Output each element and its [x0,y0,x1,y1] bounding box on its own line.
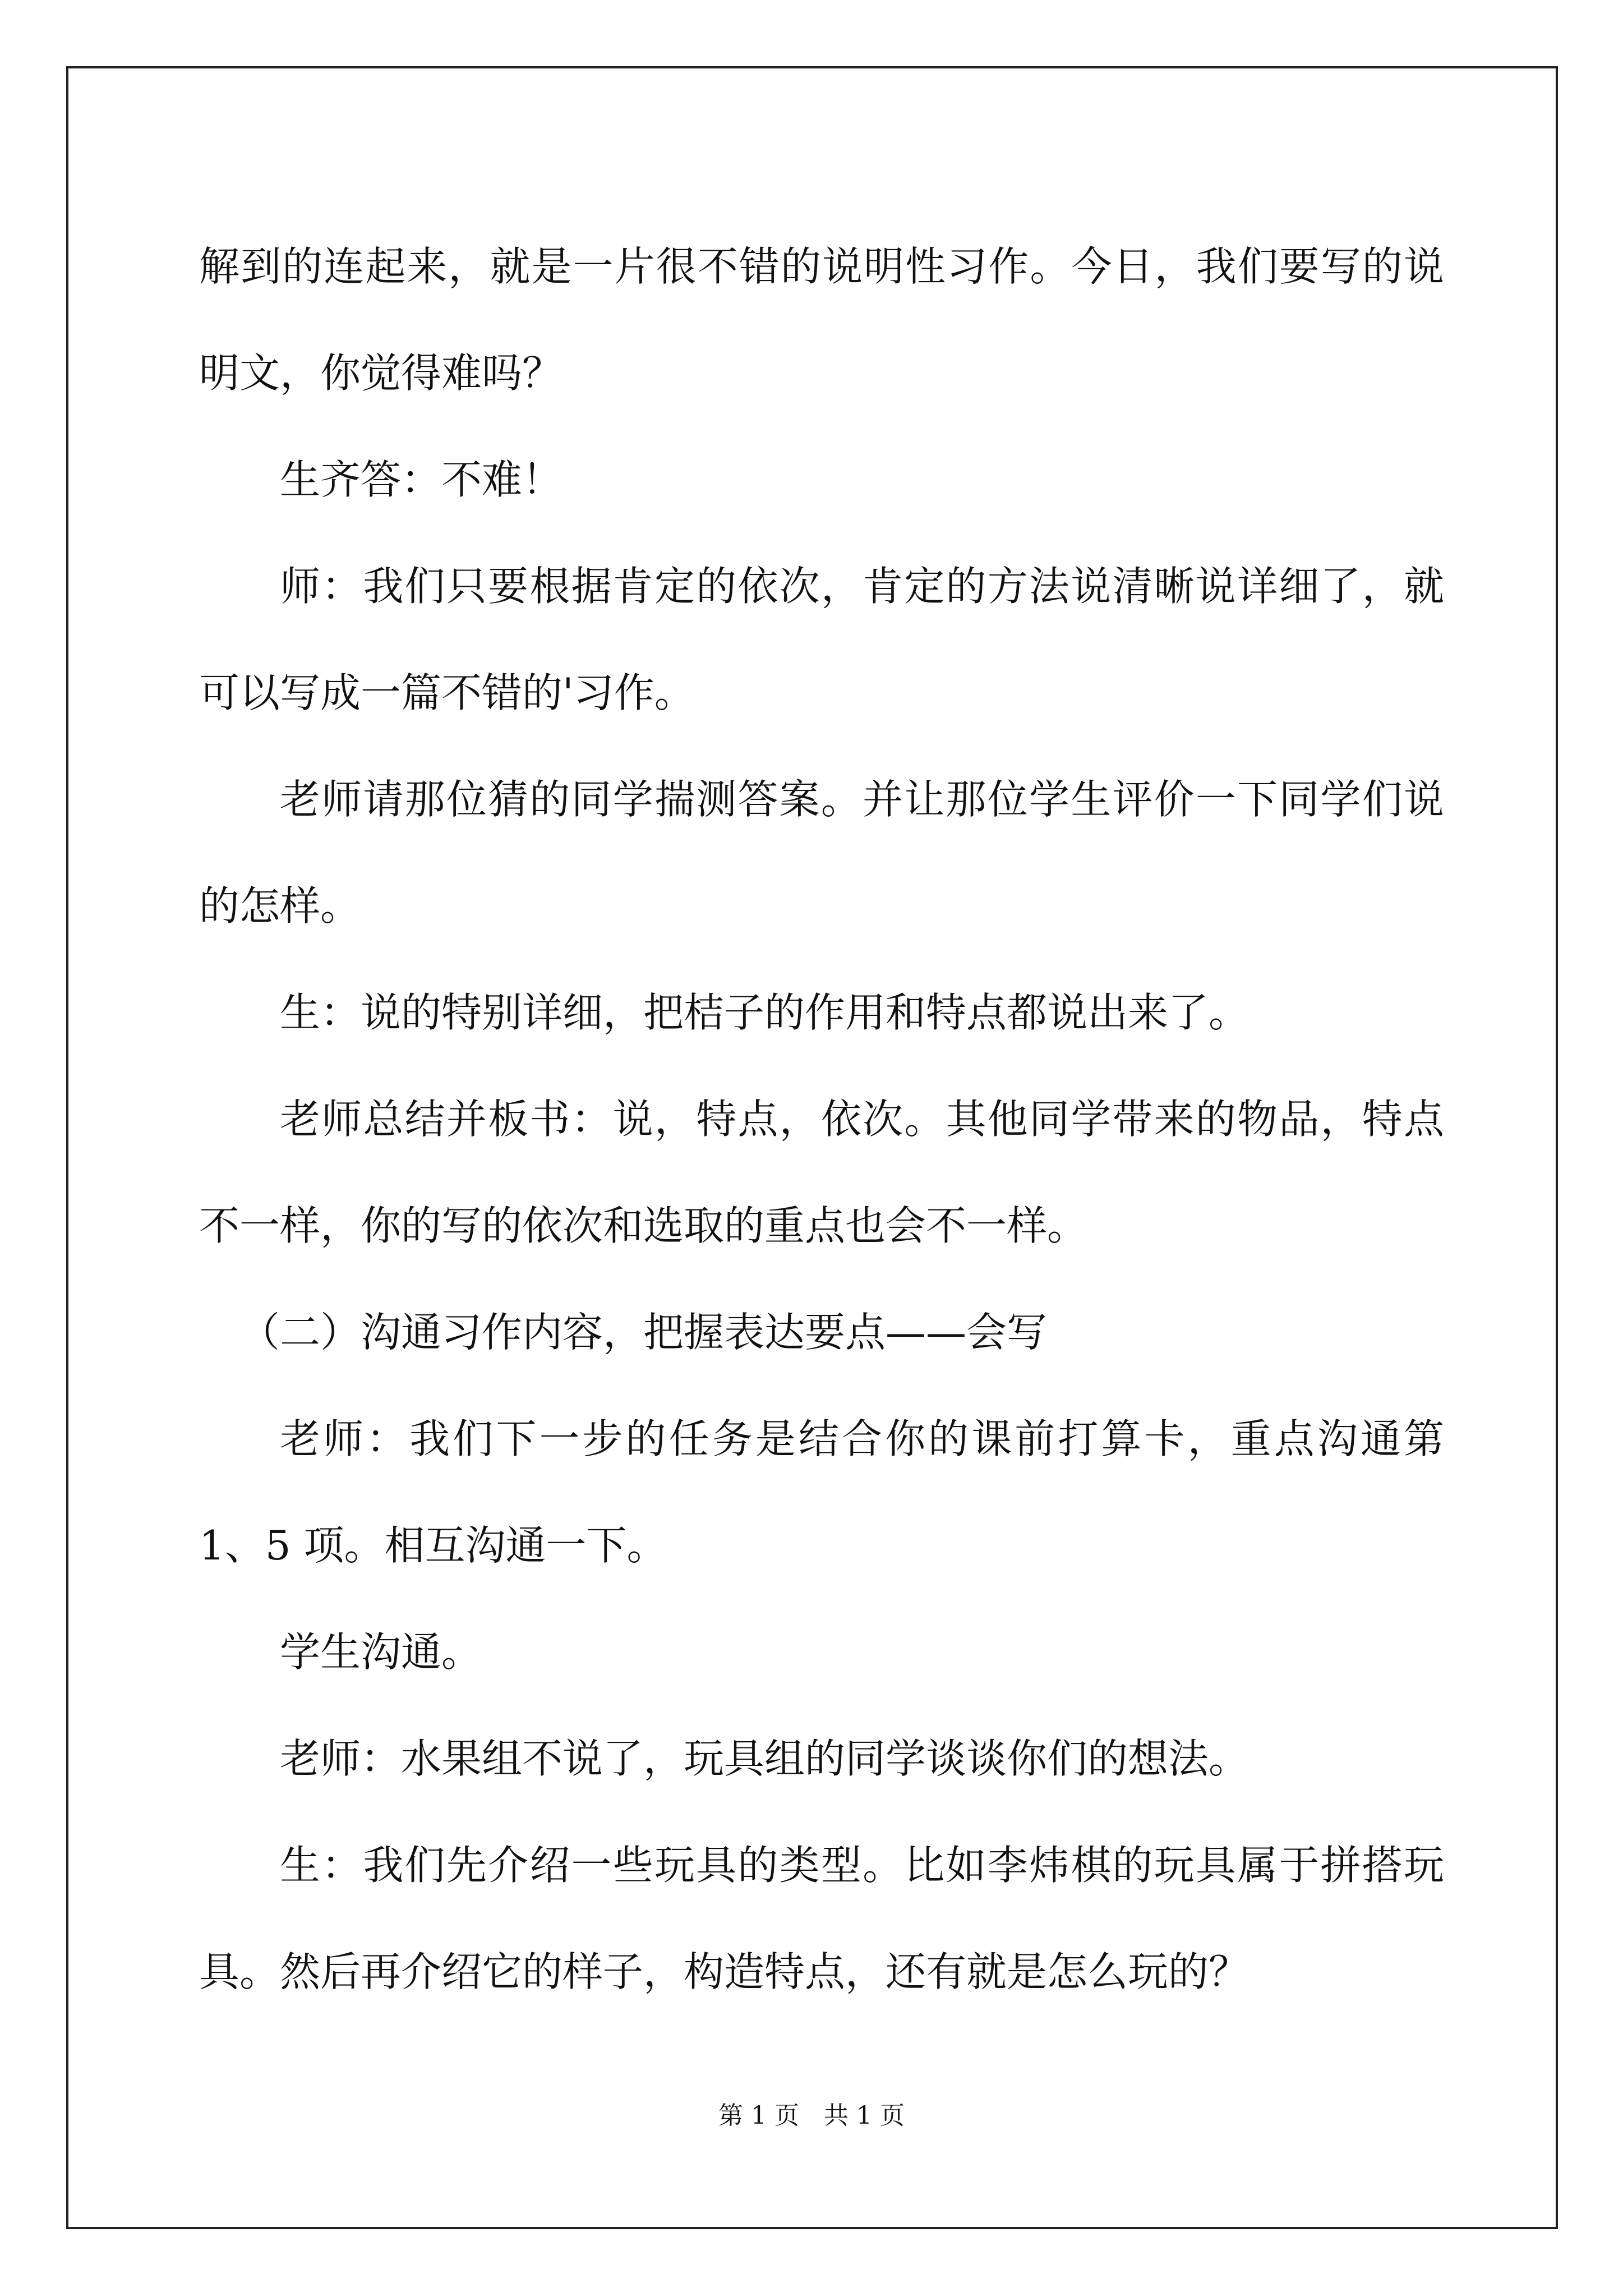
paragraph-1: 解到的连起来，就是一片很不错的说明性习作。今日，我们要写的说明文，你觉得难吗？ [199,243,1444,397]
paragraph-3: 师：我们只要根据肯定的依次，肯定的方法说清晰说详细了，就可以写成一篇不错的'习作。 [199,563,1444,716]
page-footer: 第 1 页 共 1 页 [718,2101,905,2130]
paragraph-8: 老师：我们下一步的任务是结合你的课前打算卡，重点沟通第 1、5 项。相互沟通一下。 [199,1415,1444,1569]
paragraph-10: 老师：水果组不说了，玩具组的同学谈谈你们的想法。 [280,1735,1249,1782]
paragraph-6: 老师总结并板书：说，特点，依次。其他同学带来的物品，特点不一样，你的写的依次和选取的重点也会不一样。 [199,1096,1444,1249]
paragraph-9: 学生沟通。 [280,1628,482,1676]
document-body [199,213,1444,2025]
paragraph-2: 生齐答：不难！ [280,456,563,503]
paragraph-11: 生：我们先介绍一些玩具的类型。比如李炜棋的玩具属于拼搭玩具。然后再介绍它的样子，构造特点，还有就是怎么玩的？ [199,1842,1444,1995]
paragraph-4: 老师请那位猜的同学揣测答案。并让那位学生评价一下同学们说的怎样。 [199,776,1444,930]
paragraph-5: 生：说的特别详细，把桔子的作用和特点都说出来了。 [280,989,1249,1036]
section-heading: （二）沟通习作内容，把握表达要点——会写 [239,1309,1048,1356]
